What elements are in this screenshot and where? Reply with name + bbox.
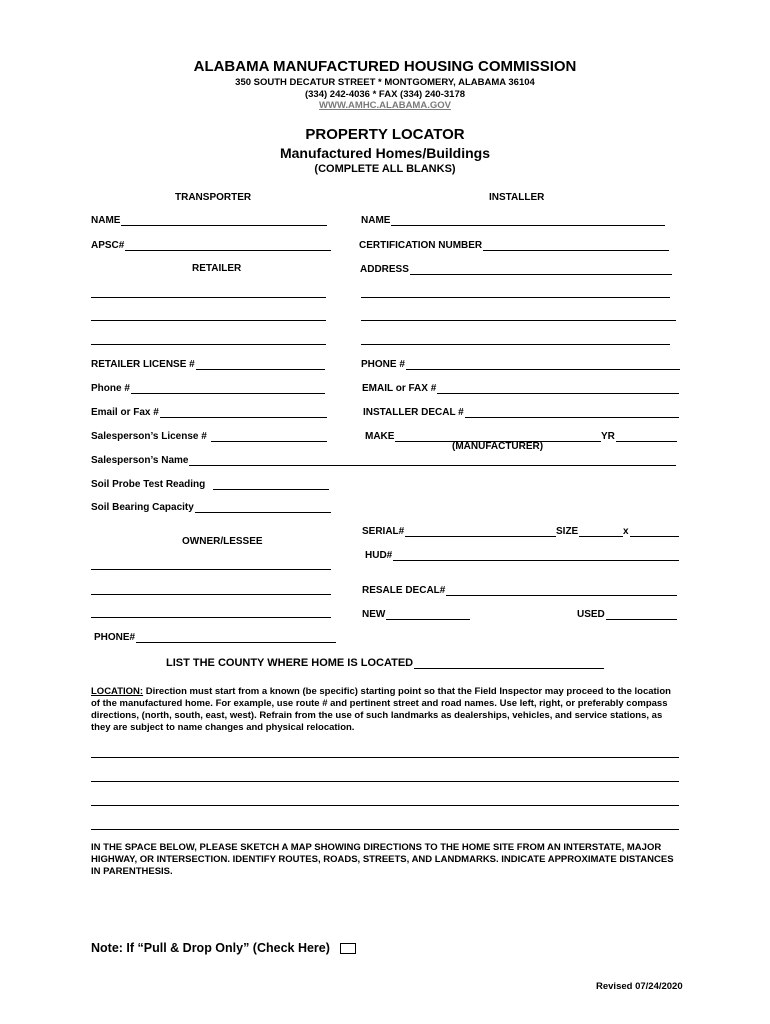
location-line-1[interactable]	[91, 757, 679, 758]
soil-probe-label: Soil Probe Test Reading	[91, 479, 206, 490]
revised-date: Revised 07/24/2020	[596, 981, 683, 992]
owner-phone-field[interactable]	[94, 630, 336, 643]
salesperson-license-field[interactable]	[91, 429, 327, 442]
retailer-phone-field[interactable]	[91, 381, 325, 394]
size-x-label: x	[623, 526, 629, 537]
salesperson-name-label: Salesperson’s Name	[91, 455, 189, 466]
retailer-license-label: RETAILER LICENSE #	[91, 359, 195, 370]
location-instructions	[91, 686, 681, 734]
org-address: 350 SOUTH DECATUR STREET * MONTGOMERY, ALABAMA 36104	[235, 77, 535, 88]
certification-label: CERTIFICATION NUMBER	[359, 240, 483, 251]
hud-field[interactable]	[365, 548, 679, 561]
org-title: ALABAMA MANUFACTURED HOUSING COMMISSION	[193, 58, 577, 75]
owner-line-2[interactable]	[91, 594, 331, 595]
location-text: Direction must start from a known (be specific) starting point so that the Field Inspector may proceed to the location of the manufactured home. For example, use route # and pertinent street and road names. Use left, right, or preferably compass directions, (north, south, east, west). Refrain from the use of such landmarks as dealerships, vehicles, and service stations, as they are subject to name changes and physical relocation.	[91, 686, 671, 733]
retailer-line-2[interactable]	[91, 320, 326, 321]
new-label: NEW	[362, 609, 386, 620]
retailer-line-1[interactable]	[91, 297, 326, 298]
location-line-4[interactable]	[91, 829, 679, 830]
owner-phone-label: PHONE#	[94, 632, 136, 643]
owner-line-1[interactable]	[91, 569, 331, 570]
sketch-instructions: IN THE SPACE BELOW, PLEASE SKETCH A MAP SHOWING DIRECTIONS TO THE HOME SITE FROM AN INTERSTATE, MAJOR HIGHWAY, OR INTERSECTION. IDENTIFY ROUTES, ROADS, STREETS, AND LANDMARKS. INDICATE APPROXIMATE DISTANCES IN PARENTHESIS.	[91, 842, 674, 877]
resale-decal-label: RESALE DECAL#	[362, 585, 446, 596]
used-label: USED	[577, 609, 605, 620]
form-title: PROPERTY LOCATOR	[305, 126, 465, 143]
apsc-field[interactable]	[91, 238, 331, 251]
transporter-name-field[interactable]	[91, 213, 327, 226]
county-label: LIST THE COUNTY WHERE HOME IS LOCATED	[166, 657, 414, 669]
installer-phone-field[interactable]	[361, 357, 680, 370]
size-label: SIZE	[556, 526, 579, 537]
form-subtitle: Manufactured Homes/Buildings	[279, 145, 491, 161]
salesperson-name-field[interactable]	[91, 453, 676, 466]
county-field[interactable]	[166, 655, 604, 669]
used-field[interactable]	[577, 607, 677, 620]
retailer-phone-label: Phone #	[91, 383, 130, 394]
installer-name-label: NAME	[361, 215, 391, 226]
installer-decal-label: INSTALLER DECAL #	[363, 407, 464, 418]
installer-address-line-3[interactable]	[361, 320, 676, 321]
certification-field[interactable]	[359, 238, 669, 251]
complete-all-note: (COMPLETE ALL BLANKS)	[314, 163, 456, 175]
installer-address-field[interactable]	[360, 262, 672, 275]
installer-decal-field[interactable]	[363, 405, 679, 418]
installer-address-line-4[interactable]	[361, 344, 670, 345]
size-field[interactable]	[556, 524, 623, 537]
org-phone-fax: (334) 242-4036 * FAX (334) 240-3178	[304, 89, 466, 100]
installer-phone-label: PHONE #	[361, 359, 405, 370]
salesperson-license-label: Salesperson’s License #	[91, 431, 207, 442]
owner-line-3[interactable]	[91, 617, 331, 618]
pull-drop-checkbox[interactable]	[340, 943, 356, 954]
pull-drop-label: Note: If “Pull & Drop Only” (Check Here)	[91, 941, 330, 955]
transporter-heading: TRANSPORTER	[175, 192, 252, 203]
make-label: MAKE	[365, 431, 395, 442]
location-label: LOCATION:	[91, 686, 144, 697]
retailer-email-label: Email or Fax #	[91, 407, 159, 418]
hud-label: HUD#	[365, 550, 393, 561]
soil-bearing-label: Soil Bearing Capacity	[91, 502, 194, 513]
transporter-name-label: NAME	[91, 215, 121, 226]
apsc-label: APSC#	[91, 240, 125, 251]
new-field[interactable]	[362, 607, 470, 620]
soil-bearing-field[interactable]	[91, 500, 331, 513]
manufacturer-caption: (MANUFACTURER)	[452, 441, 544, 452]
soil-probe-field[interactable]	[91, 477, 329, 490]
installer-heading: INSTALLER	[489, 192, 545, 203]
serial-label: SERIAL#	[362, 526, 405, 537]
retailer-line-3[interactable]	[91, 344, 326, 345]
location-line-2[interactable]	[91, 781, 679, 782]
retailer-email-field[interactable]	[91, 405, 327, 418]
installer-address-line-2[interactable]	[361, 297, 670, 298]
installer-address-label: ADDRESS	[360, 264, 409, 275]
retailer-heading: RETAILER	[192, 263, 242, 274]
website-link[interactable]: WWW.AMHC.ALABAMA.GOV	[319, 100, 451, 111]
year-field[interactable]	[601, 429, 677, 442]
serial-field[interactable]	[362, 524, 556, 537]
installer-name-field[interactable]	[361, 213, 665, 226]
pull-drop-note	[91, 941, 356, 955]
size-width-field[interactable]	[623, 524, 679, 537]
retailer-license-field[interactable]	[91, 357, 325, 370]
location-line-3[interactable]	[91, 805, 679, 806]
year-label: YR	[601, 431, 615, 442]
owner-heading: OWNER/LESSEE	[182, 536, 263, 547]
resale-decal-field[interactable]	[362, 583, 677, 596]
installer-email-label: EMAIL or FAX #	[362, 383, 437, 394]
installer-email-field[interactable]	[362, 381, 679, 394]
